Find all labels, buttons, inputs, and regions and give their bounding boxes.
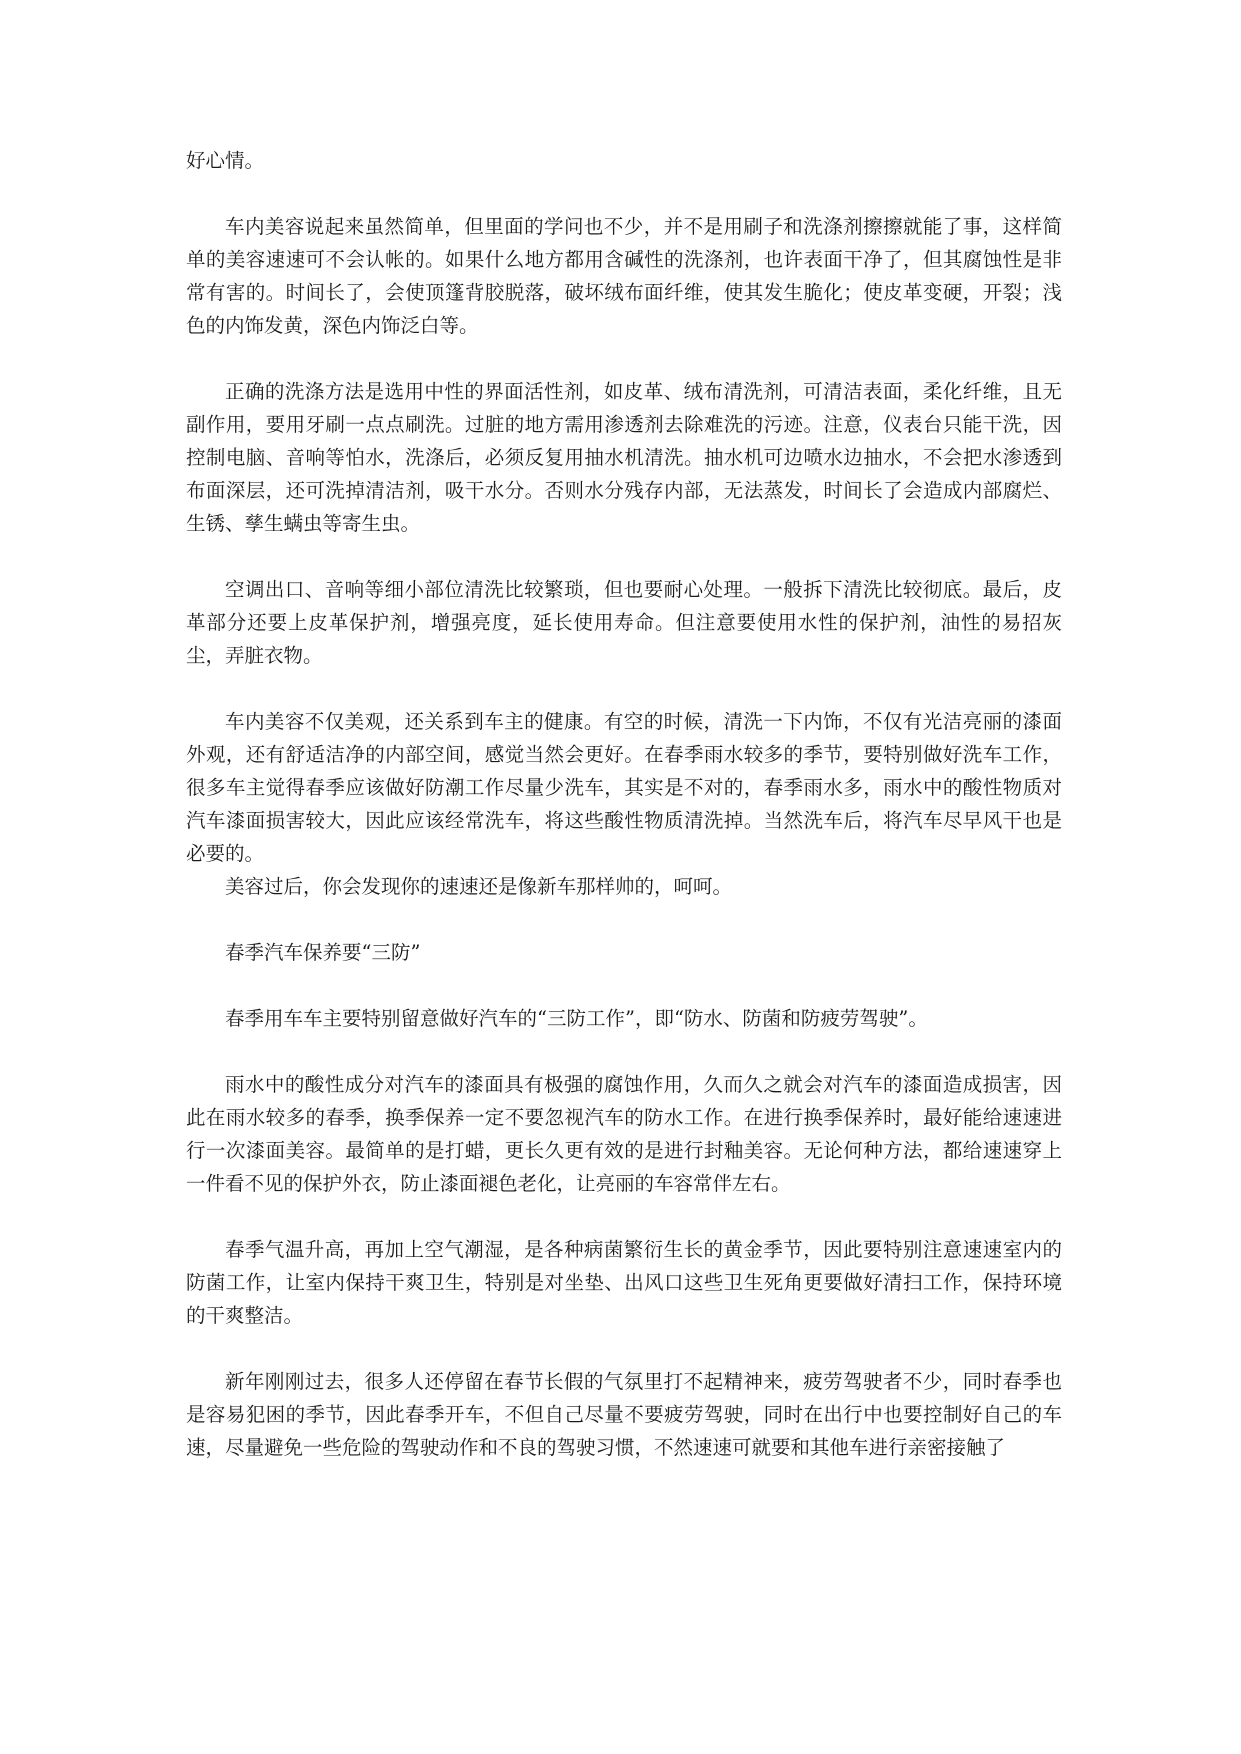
paragraph: 车内美容不仅美观，还关系到车主的健康。有空的时候，清洗一下内饰，不仅有光洁亮丽的漆面外观，还有舒适洁净的内部空间，感觉当然会更好。在春季雨水较多的季节，要特别做好洗车工作，很多车主觉得春季应该做好防潮工作尽量少洗车，其实是不对的，春季雨水多，雨水中的酸性物质对汽车漆面损害较大，因此应该经常洗车，将这些酸性物质清洗掉。当然洗车后，将汽车尽早风干也是必要的。 — [186, 710, 1062, 865]
section-heading: 春季汽车保养要“三防” — [225, 941, 421, 964]
paragraph: 车内美容说起来虽然简单，但里面的学问也不少，并不是用刷子和洗涤剂擦擦就能了事，这样简单的美容速速可不会认帐的。如果什么地方都用含碱性的洗涤剂，也许表面干净了，但其腐蚀性是非常有害的。时间长了，会使顶篷背胶脱落，破坏绒布面纤维，使其发生脆化；使皮革变硬，开裂；浅色的内饰发黄，深色内饰泛白等。 — [186, 215, 1062, 337]
paragraph: 正确的洗涤方法是选用中性的界面活性剂，如皮革、绒布清洗剂，可清洁表面，柔化纤维，且无副作用，要用牙刷一点点刷洗。过脏的地方需用渗透剂去除难洗的污迹。注意，仪表台只能干洗，因控制电脑、音响等怕水，洗涤后，必须反复用抽水机清洗。抽水机可边喷水边抽水，不会把水渗透到布面深层，还可洗掉清洁剂，吸干水分。否则水分残存内部，无法蒸发，时间长了会造成内部腐烂、生锈、孳生螨虫等寄生虫。 — [186, 380, 1062, 535]
document-body — [186, 144, 1062, 1464]
paragraph: 春季气温升高，再加上空气潮湿，是各种病菌繁衍生长的黄金季节，因此要特别注意速速室内的防菌工作，让室内保持干爽卫生，特别是对坐垫、出风口这些卫生死角更要做好清扫工作，保持环境的干爽整洁。 — [186, 1238, 1062, 1327]
paragraph: 空调出口、音响等细小部位清洗比较繁琐，但也要耐心处理。一般拆下清洗比较彻底。最后，皮革部分还要上皮革保护剂，增强亮度，延长使用寿命。但注意要使用水性的保护剂，油性的易招灰尘，弄脏衣物。 — [186, 578, 1062, 667]
paragraph: 新年刚刚过去，很多人还停留在春节长假的气氛里打不起精神来，疲劳驾驶者不少，同时春季也是容易犯困的季节，因此春季开车，不但自己尽量不要疲劳驾驶，同时在出行中也要控制好自己的车速，尽量避免一些危险的驾驶动作和不良的驾驶习惯，不然速速可就要和其他车进行亲密接触了 — [186, 1370, 1062, 1459]
paragraph: 雨水中的酸性成分对汽车的漆面具有极强的腐蚀作用，久而久之就会对汽车的漆面造成损害，因此在雨水较多的春季，换季保养一定不要忽视汽车的防水工作。在进行换季保养时，最好能给速速进行一次漆面美容。最简单的是打蜡，更长久更有效的是进行封釉美容。无论何种方法，都给速速穿上一件看不见的保护外衣，防止漆面褪色老化，让亮丽的车容常伴左右。 — [186, 1073, 1062, 1195]
paragraph: 好心情。 — [186, 149, 265, 172]
paragraph: 春季用车车主要特别留意做好汽车的“三防工作”，即“防水、防菌和防疲劳驾驶”。 — [225, 1007, 928, 1030]
paragraph: 美容过后，你会发现你的速速还是像新车那样帅的，呵呵。 — [225, 875, 733, 898]
